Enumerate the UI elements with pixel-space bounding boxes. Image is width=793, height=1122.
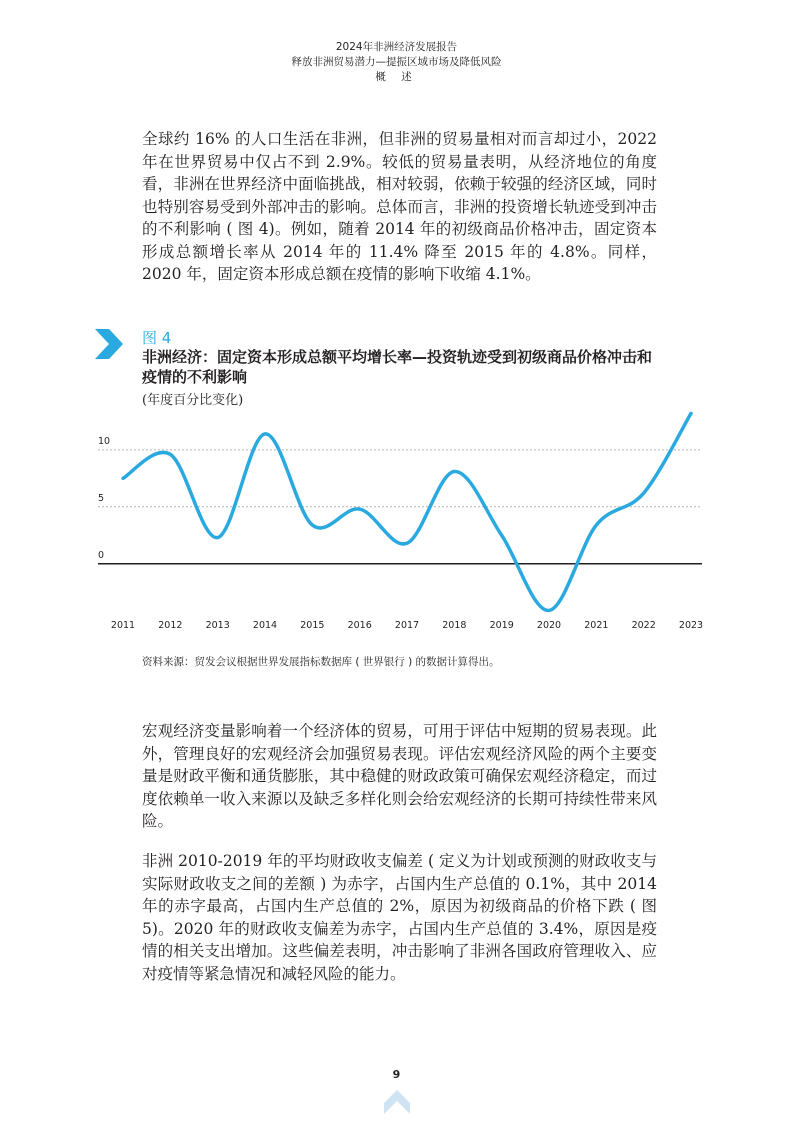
running-header [0,40,793,85]
x-tick-label: 2023 [678,620,704,631]
x-tick-label: 2014 [252,620,278,631]
figure-label: 图 4 [142,329,172,347]
x-tick-label: 2013 [205,620,230,631]
x-tick-label: 2011 [110,620,136,631]
page-number: 9 [392,1068,401,1081]
body-paragraph-3: 非洲 2010-2019 年的平均财政收支偏差 ( 定义为计划或预测的财政收支与实际财政收支之间的差额 ) 为赤字，占国内生产总值的 0.1%，其中 2014 年的赤字最高，占国内生产总值的 2%，原因为初级商品的价格下跌 ( 图 5)。2020 年的财政收支偏差为赤字，占国内生产总值的 3.4%，原因是疫情的相关支出增加。这些偏差表明，冲击影响了非洲各国政府管理收入、应对疫情等紧急情况和减轻风险的能力。 [142,852,657,983]
header-report-subtitle: 释放非洲贸易潜力—提振区域市场及降低风险 [291,56,502,68]
y-tick-label: 0 [98,549,105,561]
x-tick-label: 2019 [489,620,514,631]
x-tick-label: 2018 [442,620,467,631]
figure-subtitle: (年度百分比变化) [142,393,244,408]
y-tick-label: 10 [98,435,111,447]
header-section: 概 述 [375,71,418,83]
figure-chevron-icon [95,329,123,359]
x-tick-label: 2017 [394,620,420,631]
figure-title: 非洲经济：固定资本形成总额平均增长率—投资轨迹受到初级商品价格冲击和疫情的不利影响 [142,348,653,386]
x-tick-label: 2020 [536,620,562,631]
y-tick-label: 5 [98,492,105,504]
figure-source: 资料来源：贸发会议根据世界发展指标数据库 ( 世界银行 ) 的数据计算得出。 [142,656,500,668]
x-tick-label: 2012 [158,620,183,631]
scroll-up-icon[interactable] [384,1090,410,1114]
x-tick-label: 2022 [631,620,656,631]
x-tick-label: 2016 [347,620,372,631]
series-line [123,413,691,610]
body-paragraph-2: 宏观经济变量影响着一个经济体的贸易，可用于评估中短期的贸易表现。此外，管理良好的宏观经济会加强贸易表现。评估宏观经济风险的两个主要变量是财政平衡和通货膨胀，其中稳健的财政政策可确保宏观经济稳定，而过度依赖单一收入来源以及缺乏多样化则会给宏观经济的长期可持续性带来风险。 [142,722,657,830]
body-paragraph-1: 全球约 16% 的人口生活在非洲，但非洲的贸易量相对而言却过小，2022 年在世界贸易中仅占不到 2.9%。较低的贸易量表明，从经济地位的角度看，非洲在世界经济中面临挑战，相对较弱，依赖于较强的经济区域，同时也特别容易受到外部冲击的影响。总体而言，非洲的投资增长轨迹受到冲击的不利影响 ( 图 4)。例如，随着 2014 年的初级商品价格冲击，固定资本形成总额增长率从 2014 年的 11.4% 降至 2015 年的 4.8%。同样，2020 年，固定资本形成总额在疫情的影响下收缩 4.1%。 [142,130,657,283]
x-tick-label: 2021 [584,620,609,631]
header-report-title: 2024年非洲经济发展报告 [335,41,458,53]
gfcf-line-chart [90,410,710,640]
x-tick-label: 2015 [300,620,325,631]
